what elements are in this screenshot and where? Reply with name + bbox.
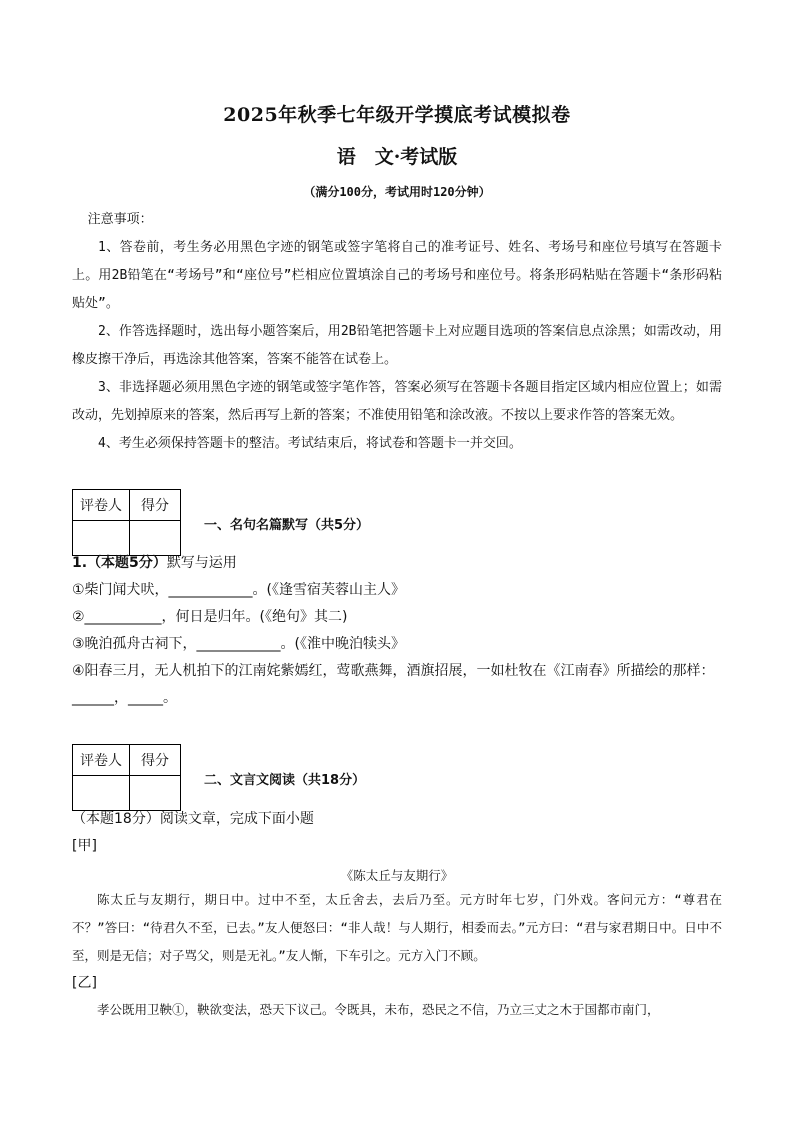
question-line: ③晚泊孤舟古祠下，____________。(《淮中晚泊犊头》 xyxy=(72,636,406,652)
question-line: ①柴门闻犬吠，____________。(《逢雪宿芙蓉山主人》 xyxy=(72,582,406,598)
notice-heading: 注意事项： xyxy=(87,212,153,227)
question-1 xyxy=(72,550,722,712)
passage-title: 《陈太丘与友期行》 xyxy=(340,868,454,883)
section-title-1: 一、名句名篇默写（共5分） xyxy=(204,518,370,533)
passage-text-2 xyxy=(72,996,722,1024)
exam-subtitle: 语 文·考试版 xyxy=(336,146,458,168)
score-header-grader: 评卷人 xyxy=(73,490,130,521)
question-2 xyxy=(72,806,722,860)
score-table-1 xyxy=(72,489,181,556)
question-text: 默写与运用 xyxy=(166,555,237,571)
notice-item: 4、考生必须保持答题卡的整洁。考试结束后，将试卷和答题卡一并交回。 xyxy=(98,436,522,451)
passage-paragraph: 陈太丘与友期行，期日中。过中不至，太丘舍去，去后乃至。元方时年七岁，门外戏。客问元方：“尊君在不？”答曰：“待君久不至，已去。”友人便怒曰：“非人哉！与人期行，相委而去。”元方曰：“君与家君期日中。日中不至，则是无信；对子骂父，则是无礼。”友人惭，下车引之。元方入门不顾。 xyxy=(72,892,722,963)
exam-info: （满分100分，考试用时120分钟） xyxy=(303,185,491,199)
exam-title: 2025年秋季七年级开学摸底考试模拟卷 xyxy=(223,104,571,126)
question-number: 1. xyxy=(72,555,88,571)
passage-marker-b: [乙] xyxy=(72,975,97,991)
passage-marker-a: [甲] xyxy=(72,838,97,854)
passage-text xyxy=(72,886,722,970)
score-header-score: 得分 xyxy=(130,745,181,776)
passage-paragraph: 孝公既用卫鞅①，鞅欲变法，恐天下议己。令既具，未布，恐民之不信，乃立三丈之木于国都市南门， xyxy=(97,1002,660,1017)
score-table-2 xyxy=(72,744,181,811)
question-line: ②___________，何日是归年。(《绝句》其二) xyxy=(72,609,348,625)
question-line: ④阳春三月，无人机拍下的江南姹紫嫣红，莺歌燕舞，酒旗招展，一如杜牧在《江南春》所描绘的那样：______，_____。 xyxy=(72,663,715,706)
score-header-score: 得分 xyxy=(130,490,181,521)
notice-item: 1、答卷前，考生务必用黑色字迹的钢笔或签字笔将自己的准考证号、姓名、考场号和座位号填写在答题卡上。用2B铅笔在“考场号”和“座位号”栏相应位置填涂自己的考场号和座位号。将条形码粘贴在答题卡“条形码粘贴处”。 xyxy=(72,240,722,311)
notice-block xyxy=(72,206,722,458)
question-score: （本题5分） xyxy=(87,555,167,571)
question-1-heading xyxy=(72,550,722,577)
question-2-text: （本题18分）阅读文章，完成下面小题 xyxy=(72,811,314,827)
section-title-2: 二、文言文阅读（共18分） xyxy=(204,773,366,788)
notice-item: 3、非选择题必须用黑色字迹的钢笔或签字笔作答，答案必须写在答题卡各题目指定区域内相应位置上；如需改动，先划掉原来的答案，然后再写上新的答案；不准使用铅笔和涂改液。不按以上要求作答的答案无效。 xyxy=(72,380,722,423)
score-header-grader: 评卷人 xyxy=(73,745,130,776)
notice-item: 2、作答选择题时，选出每小题答案后，用2B铅笔把答题卡上对应题目选项的答案信息点涂黑；如需改动，用橡皮擦干净后，再选涂其他答案，答案不能答在试卷上。 xyxy=(72,324,722,367)
